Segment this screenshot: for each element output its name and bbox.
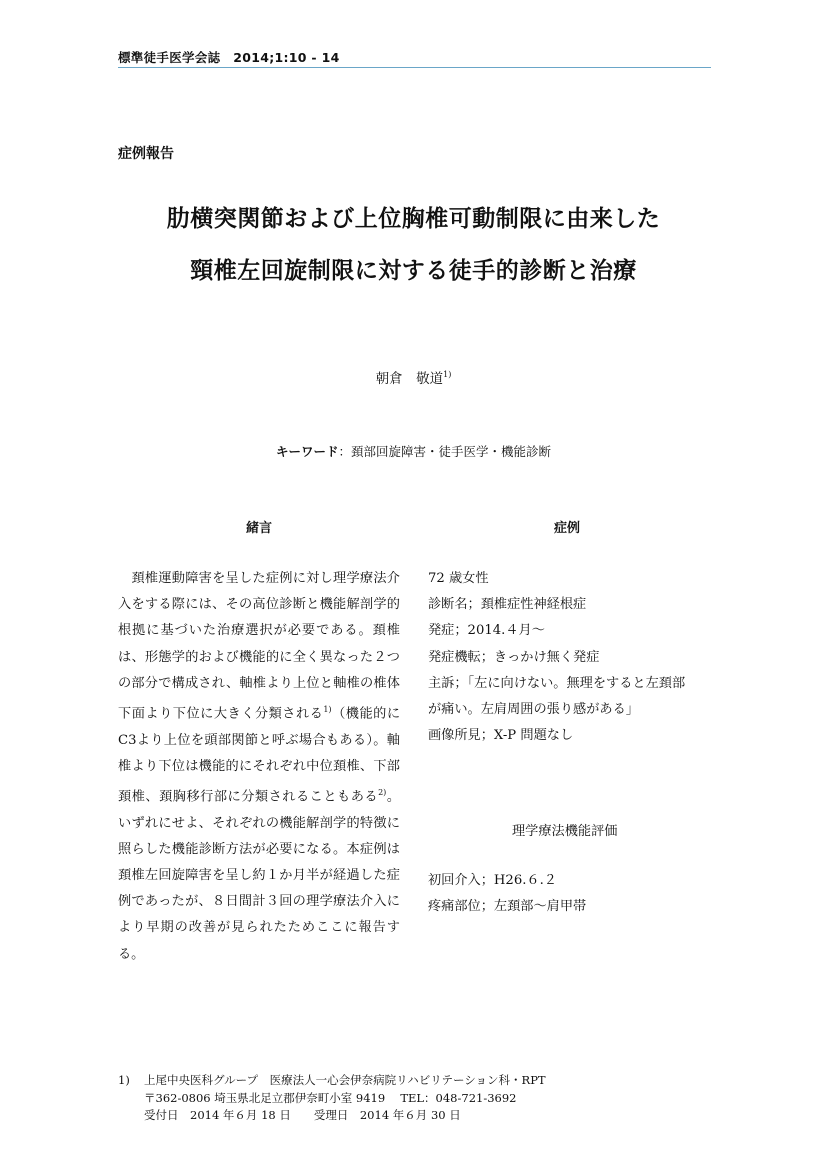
footnote-address: 〒362-0806 埼玉県北足立郡伊奈町小室 9419 TEL：048-721-3692	[144, 1090, 517, 1105]
intro-text-a: 頚椎運動障害を呈した症例に対し理学療法介入をする際には、その高位診断と機能解剖学的根拠に基づいた治療選択が必要である。頚椎は、形態学的および機能的に全く異なった２つの部分で構成され、軸椎より上位と軸椎の椎体下面より下位に大きく分類される	[118, 571, 400, 722]
footnote-number: 1)	[118, 1073, 130, 1087]
keywords	[0, 442, 827, 460]
case-line: 72 歳女性	[428, 571, 489, 586]
case-line: 画像所見；X-P 問題なし	[428, 728, 574, 744]
pt-evaluation-heading: 理学療法機能評価	[512, 824, 618, 839]
intro-text-c: 。いずれにせよ、それぞれの機能解剖学的特徴に照らした機能診断方法が必要になる。本症例は頚椎左回旋障害を呈し約１か月半が経過した症例であったが、８日間計３回の理学療法介入により早期の改善が見られたためここに報告する。	[118, 789, 401, 962]
header-rule	[118, 67, 711, 68]
case-line: 発症機転；きっかけ無く発症	[428, 649, 600, 665]
introduction-body	[118, 566, 400, 968]
section-label: 症例報告	[118, 146, 174, 162]
footnote	[118, 1072, 546, 1125]
title-line-1: 肋横突関節および上位胸椎可動制限に由来した	[166, 206, 661, 232]
author-affiliation-mark: 1)	[443, 370, 452, 379]
eval-line: 疼痛部位；左頚部～肩甲帯	[428, 899, 587, 915]
journal-header: 標準徒手医学会誌 2014;1:10 - 14	[118, 50, 340, 65]
eval-line: 初回介入；H26.６.２	[428, 873, 557, 888]
intro-ref-1: 1)	[323, 705, 332, 715]
introduction-heading: 緒言	[246, 521, 273, 536]
author-name: 朝倉 敬道	[375, 371, 444, 387]
case-line: 主訴；「左に向けない。無理をすると左頚部	[428, 675, 686, 691]
footnote-affiliation: 上尾中央医科グループ 医療法人一心会伊奈病院リハビリテーション科・RPT	[144, 1073, 546, 1087]
intro-ref-2: 2)	[378, 788, 387, 798]
keywords-label: キーワード	[275, 444, 339, 459]
pt-evaluation-body	[428, 868, 718, 920]
case-body	[428, 566, 718, 749]
case-line: が痛い。左肩周囲の張り感がある」	[428, 702, 639, 718]
keywords-text: ：頚部回旋障害・徒手医学・機能診断	[338, 444, 552, 459]
author	[0, 367, 827, 387]
case-line: 発症；2014.４月～	[428, 623, 545, 639]
title-line-2: 頸椎左回旋制限に対する徒手的診断と治療	[190, 258, 637, 284]
footnote-dates: 受付日 2014 年６月 18 日 受理日 2014 年６月 30 日	[144, 1108, 461, 1122]
case-line: 診断名；頚椎症性神経根症	[428, 597, 587, 613]
case-heading: 症例	[554, 521, 581, 536]
intro-text-b: （機能的にC3より上位を頭部関節と呼ぶ場合もある）。軸椎より下位は機能的にそれぞれ中位頚椎、下部頚椎、頚胸移行部に分類されることもある	[118, 706, 401, 805]
